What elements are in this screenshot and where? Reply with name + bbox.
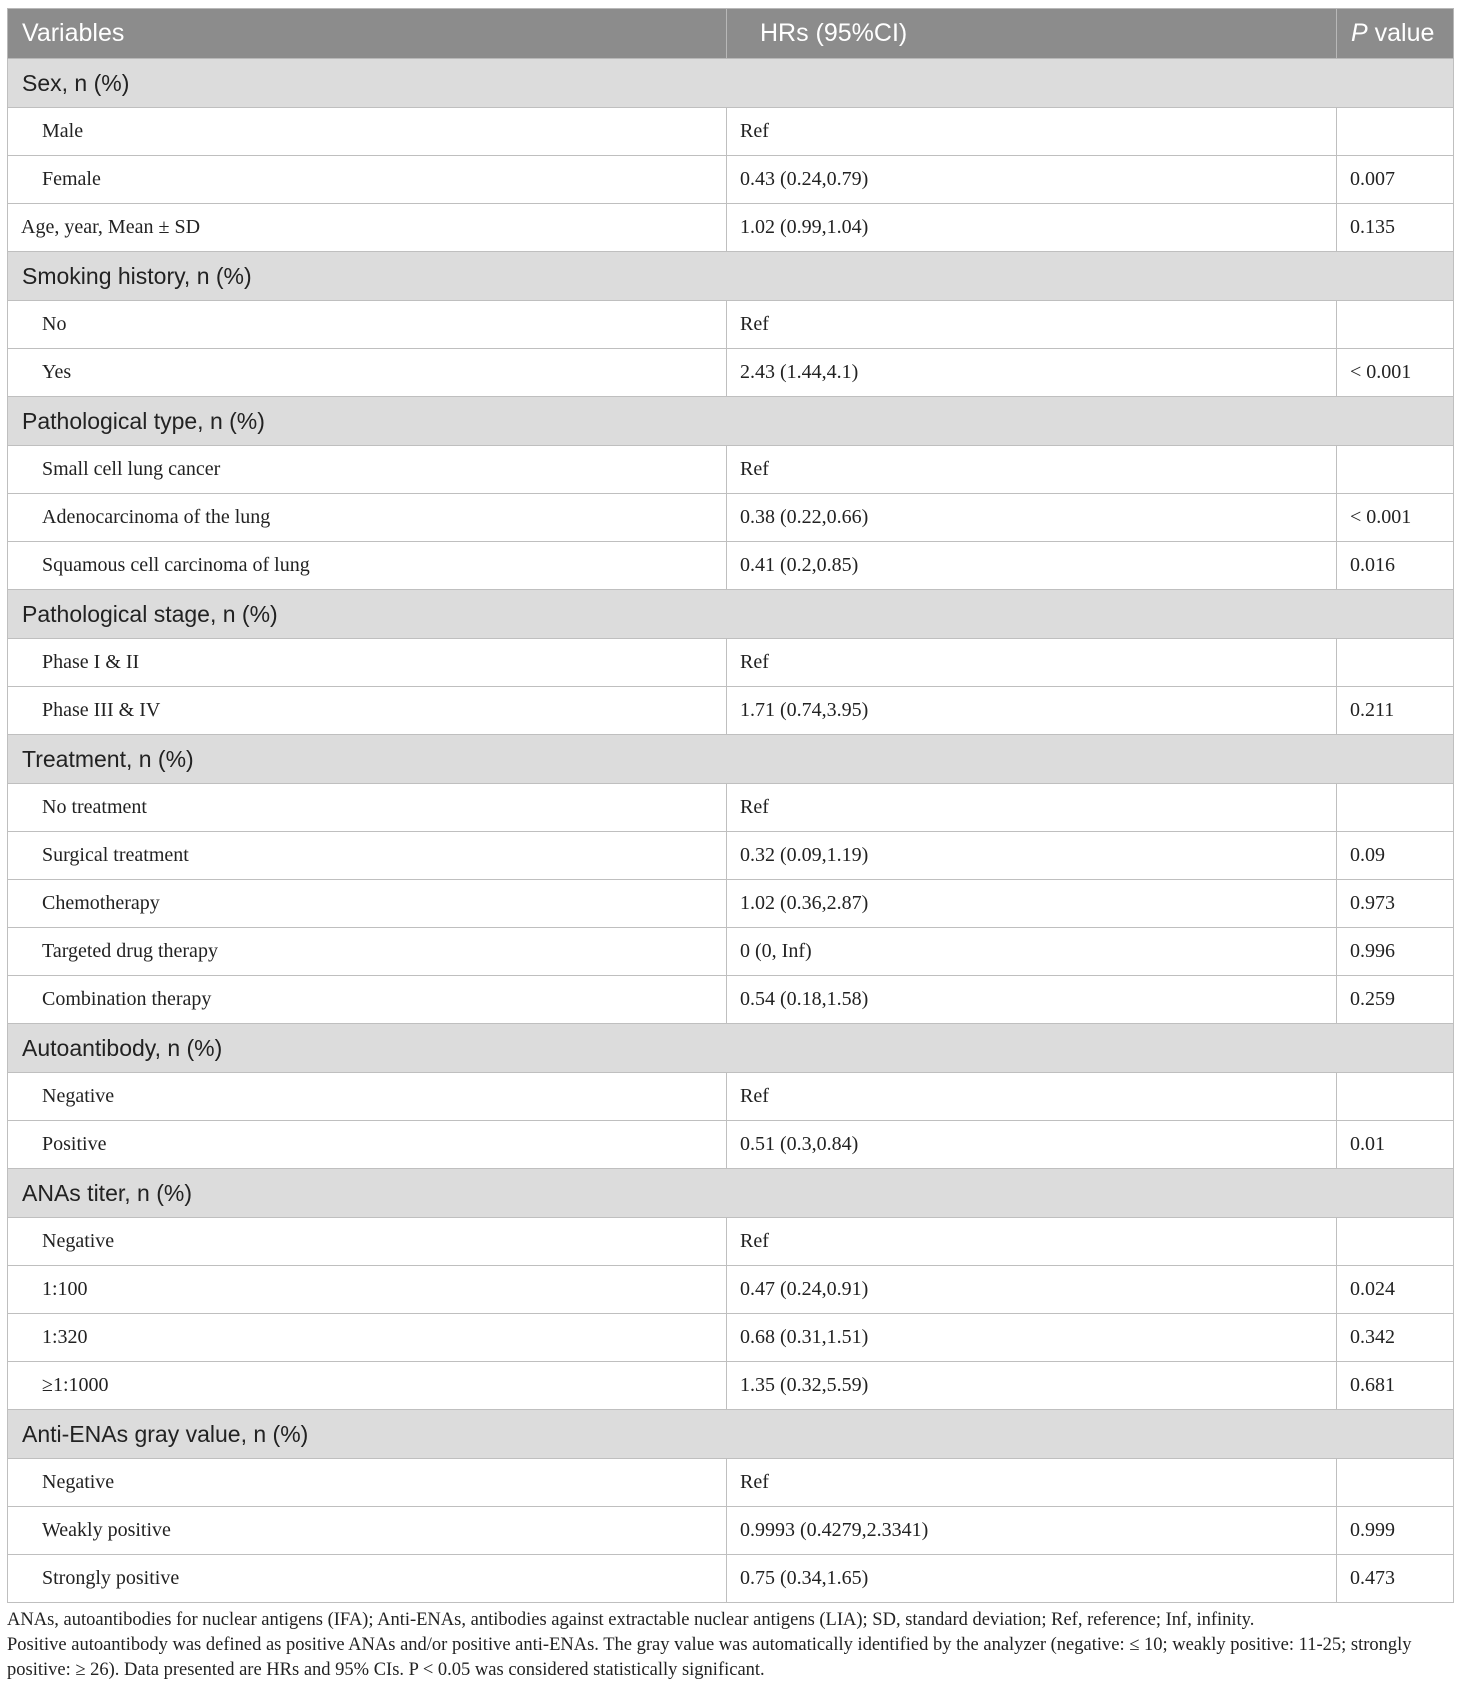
hr-cell: 0.9993 (0.4279,2.3341) <box>727 1507 1337 1555</box>
table-row <box>8 156 1454 204</box>
table-group-row <box>8 1169 1454 1218</box>
variable-cell: Female <box>8 156 727 204</box>
table-group-row <box>8 252 1454 301</box>
table-row <box>8 928 1454 976</box>
variable-cell: ≥1:1000 <box>8 1362 727 1410</box>
p-value-cell: 0.999 <box>1337 1507 1454 1555</box>
table-row <box>8 349 1454 397</box>
hr-cell: 0.32 (0.09,1.19) <box>727 832 1337 880</box>
header-hrs: HRs (95%CI) <box>727 9 1337 59</box>
variable-cell: Phase I & II <box>8 639 727 687</box>
table-row <box>8 1218 1454 1266</box>
results-table-container <box>7 8 1453 1683</box>
hr-cell: Ref <box>727 784 1337 832</box>
hr-cell: Ref <box>727 446 1337 494</box>
variable-cell: 1:320 <box>8 1314 727 1362</box>
hr-cell: 1.71 (0.74,3.95) <box>727 687 1337 735</box>
p-value-cell <box>1337 301 1454 349</box>
variable-cell: Negative <box>8 1073 727 1121</box>
table-row <box>8 204 1454 252</box>
hr-cell: 0.38 (0.22,0.66) <box>727 494 1337 542</box>
table-footnotes <box>7 1608 1453 1683</box>
p-value-cell: 0.473 <box>1337 1555 1454 1603</box>
table-group-row <box>8 590 1454 639</box>
hazard-ratio-table <box>7 8 1454 1603</box>
table-row <box>8 1121 1454 1169</box>
group-label: Anti-ENAs gray value, n (%) <box>8 1410 1454 1459</box>
table-row <box>8 1507 1454 1555</box>
p-value-cell: 0.681 <box>1337 1362 1454 1410</box>
hr-cell: 0.47 (0.24,0.91) <box>727 1266 1337 1314</box>
p-value-cell: 0.09 <box>1337 832 1454 880</box>
variable-cell: Negative <box>8 1218 727 1266</box>
group-label: Sex, n (%) <box>8 59 1454 108</box>
table-row <box>8 639 1454 687</box>
hr-cell: 0.54 (0.18,1.58) <box>727 976 1337 1024</box>
table-row <box>8 784 1454 832</box>
header-p-value <box>1337 9 1454 59</box>
table-group-row <box>8 735 1454 784</box>
table-row <box>8 494 1454 542</box>
hr-cell: 0 (0, Inf) <box>727 928 1337 976</box>
hr-cell: Ref <box>727 1459 1337 1507</box>
p-value-cell <box>1337 1459 1454 1507</box>
p-value-cell: < 0.001 <box>1337 494 1454 542</box>
p-value-cell: 0.135 <box>1337 204 1454 252</box>
table-row <box>8 108 1454 156</box>
table-group-row <box>8 1410 1454 1459</box>
table-row <box>8 1266 1454 1314</box>
hr-cell: 1.02 (0.36,2.87) <box>727 880 1337 928</box>
variable-cell: Small cell lung cancer <box>8 446 727 494</box>
p-value-cell <box>1337 108 1454 156</box>
group-label: Pathological stage, n (%) <box>8 590 1454 639</box>
p-value-cell <box>1337 1073 1454 1121</box>
variable-cell: No treatment <box>8 784 727 832</box>
p-value-cell <box>1337 446 1454 494</box>
hr-cell: 0.75 (0.34,1.65) <box>727 1555 1337 1603</box>
p-value-cell: 0.259 <box>1337 976 1454 1024</box>
table-row <box>8 1314 1454 1362</box>
table-group-row <box>8 1024 1454 1073</box>
p-value-cell: 0.342 <box>1337 1314 1454 1362</box>
group-label: Pathological type, n (%) <box>8 397 1454 446</box>
variable-cell: Yes <box>8 349 727 397</box>
header-p-rest: value <box>1367 19 1435 47</box>
variable-cell: Age, year, Mean ± SD <box>8 204 727 252</box>
footnote-definitions: Positive autoantibody was defined as positive ANAs and/or positive anti-ENAs. The gray value was automatically identified by the analyzer (negative: ≤ 10; weakly positive: 11-25; strongly positive: ≥ 26). Data presented are HRs and 95% CIs. P < 0.05 was considered statistically significant. <box>7 1635 1412 1680</box>
hr-cell: 1.35 (0.32,5.59) <box>727 1362 1337 1410</box>
variable-cell: Male <box>8 108 727 156</box>
variable-cell: Phase III & IV <box>8 687 727 735</box>
table-group-row <box>8 59 1454 108</box>
variable-cell: Combination therapy <box>8 976 727 1024</box>
group-label: ANAs titer, n (%) <box>8 1169 1454 1218</box>
variable-cell: Surgical treatment <box>8 832 727 880</box>
variable-cell: Chemotherapy <box>8 880 727 928</box>
table-row <box>8 1362 1454 1410</box>
variable-cell: Squamous cell carcinoma of lung <box>8 542 727 590</box>
hr-cell: Ref <box>727 639 1337 687</box>
table-row <box>8 687 1454 735</box>
variable-cell: Positive <box>8 1121 727 1169</box>
table-row <box>8 976 1454 1024</box>
table-row <box>8 880 1454 928</box>
variable-cell: Adenocarcinoma of the lung <box>8 494 727 542</box>
hr-cell: 0.51 (0.3,0.84) <box>727 1121 1337 1169</box>
footnote-abbreviations: ANAs, autoantibodies for nuclear antigens (IFA); Anti-ENAs, antibodies against extractable nuclear antigens (LIA); SD, standard deviation; Ref, reference; Inf, infinity. <box>7 1610 1255 1630</box>
hr-cell: Ref <box>727 1073 1337 1121</box>
p-value-cell: 0.01 <box>1337 1121 1454 1169</box>
hr-cell: Ref <box>727 108 1337 156</box>
p-value-cell <box>1337 1218 1454 1266</box>
header-variables: Variables <box>8 9 727 59</box>
p-value-cell: 0.016 <box>1337 542 1454 590</box>
hr-cell: 0.41 (0.2,0.85) <box>727 542 1337 590</box>
table-header-row <box>8 9 1454 59</box>
table-row <box>8 1073 1454 1121</box>
group-label: Smoking history, n (%) <box>8 252 1454 301</box>
variable-cell: No <box>8 301 727 349</box>
p-value-cell <box>1337 784 1454 832</box>
table-row <box>8 832 1454 880</box>
hr-cell: 0.43 (0.24,0.79) <box>727 156 1337 204</box>
p-value-cell: 0.024 <box>1337 1266 1454 1314</box>
hr-cell: Ref <box>727 301 1337 349</box>
table-row <box>8 301 1454 349</box>
p-value-cell: 0.007 <box>1337 156 1454 204</box>
group-label: Treatment, n (%) <box>8 735 1454 784</box>
p-value-cell: 0.973 <box>1337 880 1454 928</box>
hr-cell: 2.43 (1.44,4.1) <box>727 349 1337 397</box>
hr-cell: 1.02 (0.99,1.04) <box>727 204 1337 252</box>
p-value-cell <box>1337 639 1454 687</box>
group-label: Autoantibody, n (%) <box>8 1024 1454 1073</box>
variable-cell: Negative <box>8 1459 727 1507</box>
variable-cell: Targeted drug therapy <box>8 928 727 976</box>
header-p-italic: P <box>1351 19 1368 47</box>
variable-cell: 1:100 <box>8 1266 727 1314</box>
p-value-cell: 0.996 <box>1337 928 1454 976</box>
table-row <box>8 542 1454 590</box>
table-row <box>8 1459 1454 1507</box>
hr-cell: Ref <box>727 1218 1337 1266</box>
table-body <box>8 59 1454 1603</box>
variable-cell: Strongly positive <box>8 1555 727 1603</box>
variable-cell: Weakly positive <box>8 1507 727 1555</box>
hr-cell: 0.68 (0.31,1.51) <box>727 1314 1337 1362</box>
p-value-cell: < 0.001 <box>1337 349 1454 397</box>
table-group-row <box>8 397 1454 446</box>
table-row <box>8 1555 1454 1603</box>
p-value-cell: 0.211 <box>1337 687 1454 735</box>
table-row <box>8 446 1454 494</box>
